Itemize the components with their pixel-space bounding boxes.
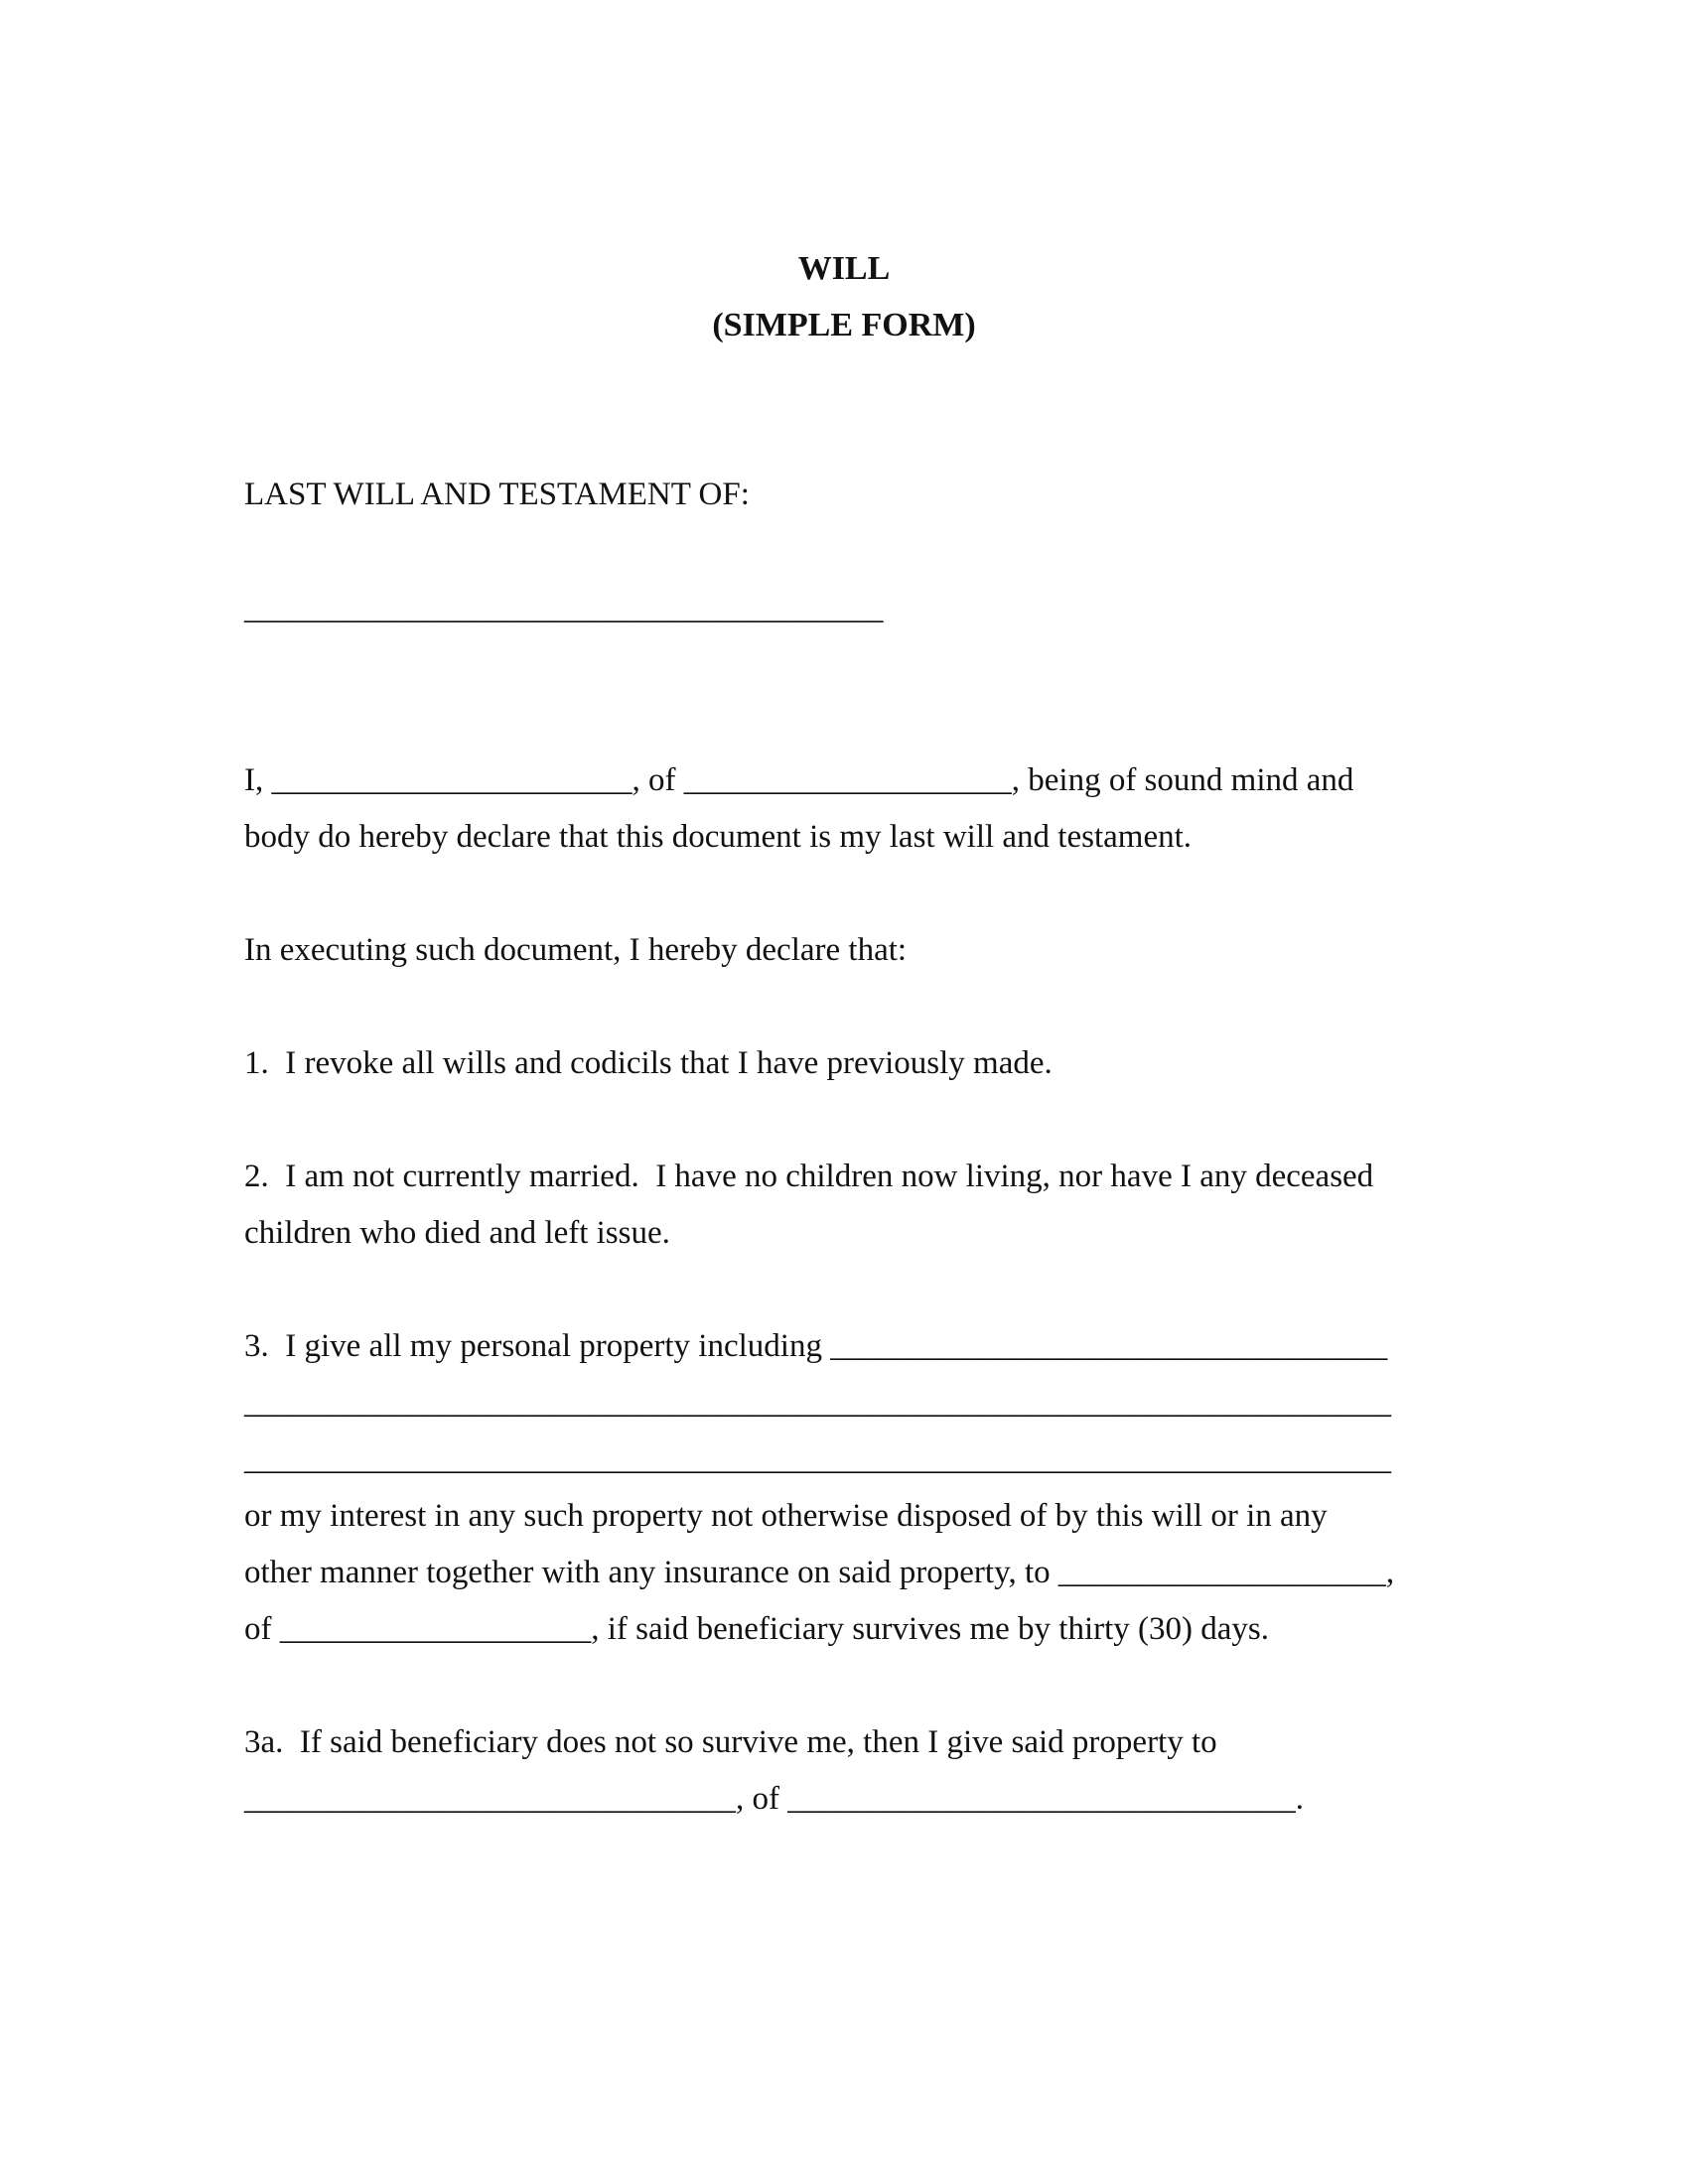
clause-1: 1. I revoke all wills and codicils that I have previously made. (244, 1045, 1053, 1081)
declaration-line-2: body do hereby declare that this document is my last will and testament. (244, 819, 1193, 855)
clause-2-line-1: 2. I am not currently married. I have no children now living, nor have I any deceased (244, 1159, 1374, 1194)
clause-3a-line-2-mid: , of (736, 1781, 788, 1817)
declaration-text-start: I, (244, 762, 272, 798)
alt-address-blank[interactable]: _______________________________ (787, 1781, 1296, 1817)
clause-3-line-6-start: of (244, 1611, 280, 1647)
clause-3-line-5-text: other manner together with any insurance on said property, to (244, 1555, 1058, 1590)
clause-3-line-5-end: , (1385, 1555, 1395, 1590)
testament-of-label: LAST WILL AND TESTAMENT OF: (244, 477, 750, 512)
clause-3-line-6-end: , if said beneficiary survives me by thirty (30) days. (591, 1611, 1269, 1647)
alt-beneficiary-blank[interactable]: ______________________________ (244, 1781, 736, 1817)
clause-3-line-1 (244, 1326, 1456, 1366)
declaration-text-mid: , of (632, 762, 684, 798)
testator-name-blank[interactable]: _______________________________________ (244, 591, 884, 626)
clause-3a-line-1: 3a. If said beneficiary does not so survive me, then I give said property to (244, 1724, 1217, 1760)
property-blank-2[interactable]: ______________________________________________________________________ (244, 1385, 1391, 1421)
declaration-line-1 (244, 760, 1456, 800)
property-blank-3[interactable]: ______________________________________________________________________ (244, 1441, 1391, 1477)
document-subtitle: (SIMPLE FORM) (712, 307, 976, 343)
clause-3-line-5 (244, 1553, 1456, 1592)
document-title: WILL (797, 250, 891, 287)
clause-3a-line-2-end: . (1295, 1781, 1304, 1817)
clause-3-text-start: 3. I give all my personal property including (244, 1328, 831, 1364)
beneficiary-blank[interactable]: ____________________ (1057, 1555, 1386, 1590)
clause-3a-line-2 (244, 1779, 1456, 1819)
clause-2-line-2: children who died and left issue. (244, 1215, 670, 1251)
beneficiary-address-blank[interactable]: ___________________ (279, 1611, 592, 1647)
property-blank-1[interactable]: __________________________________ (830, 1328, 1388, 1364)
declaration-text-end: , being of sound mind and (1011, 762, 1354, 798)
clause-3-line-6 (244, 1609, 1456, 1649)
testator-blank[interactable]: ______________________ (271, 762, 633, 798)
residence-blank[interactable]: ____________________ (683, 762, 1012, 798)
intro-line: In executing such document, I hereby declare that: (244, 932, 908, 968)
clause-3-line-4: or my interest in any such property not otherwise disposed of by this will or in any (244, 1498, 1328, 1534)
